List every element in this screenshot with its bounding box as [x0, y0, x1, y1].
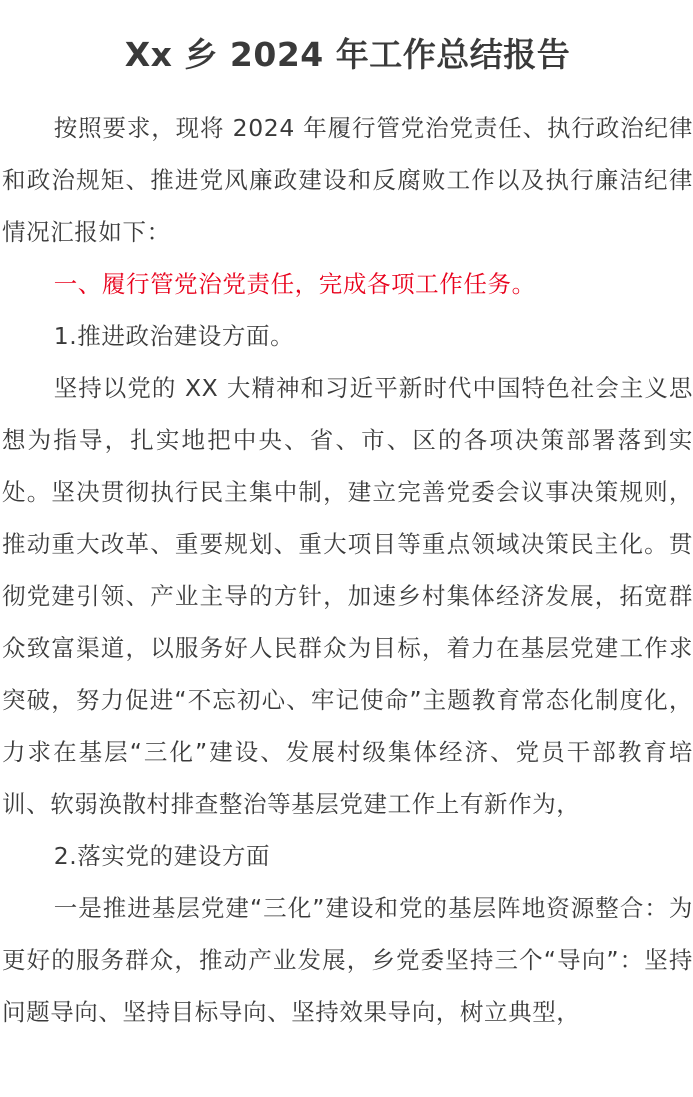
- subsection-heading-1: 1.推进政治建设方面。: [53, 322, 295, 350]
- subsection-heading-2: 2.落实党的建设方面: [53, 842, 271, 870]
- party-building-paragraph: 一是推进基层党建“三化”建设和党的基层阵地资源整合：为更好的服务群众，推动产业发展，乡党委坚持三个“导向”：坚持问题导向、坚持目标导向、坚持效果导向，树立典型，: [2, 894, 693, 1026]
- political-construction-paragraph: 坚持以党的 XX 大精神和习近平新时代中国特色社会主义思想为指导，扎实地把中央、省、市、区的各项决策部署落到实处。坚决贯彻执行民主集中制，建立完善党委会议事决策规则，推动重大改革、重要规划、重大项目等重点领域决策民主化。贯彻党建引领、产业主导的方针，加速乡村集体经济发展，拓宽群众致富渠道，以服务好人民群众为目标，着力在基层党建工作求突破，努力促进“不忘初心、牢记使命”主题教育常态化制度化，力求在基层“三化”建设、发展村级集体经济、党员干部教育培训、软弱涣散村排查整治等基层党建工作上有新作为，: [2, 374, 693, 818]
- intro-paragraph: 按照要求，现将 2024 年履行管党治党责任、执行政治纪律和政治规矩、推进党风廉政建设和反腐败工作以及执行廉洁纪律情况汇报如下：: [2, 114, 693, 246]
- document-title: Xx 乡 2024 年工作总结报告: [124, 35, 571, 74]
- section-heading-1: 一、履行管党治党责任，完成各项工作任务。: [53, 270, 536, 298]
- document-body: [2, 102, 693, 1038]
